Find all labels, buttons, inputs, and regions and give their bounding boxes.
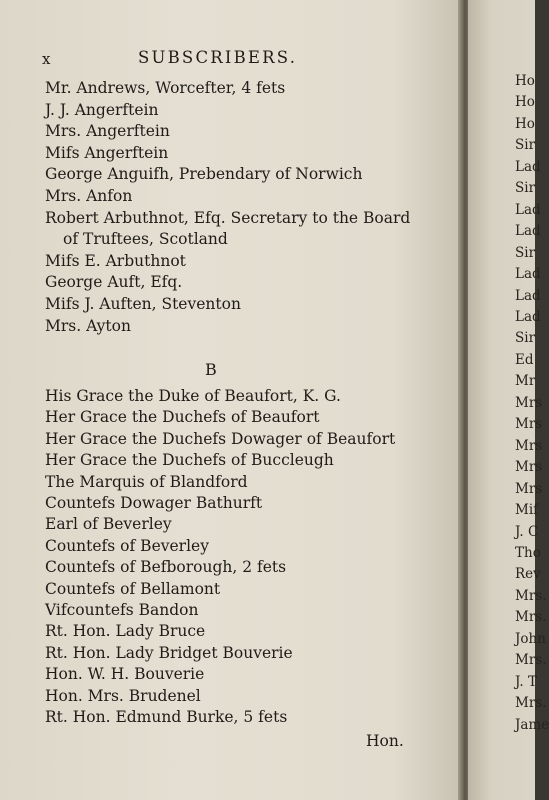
facing-page-fragment: Mrs: [515, 437, 543, 454]
subscriber-entry: The Marquis of Blandford: [45, 472, 248, 491]
catchword: Hon.: [366, 732, 404, 750]
facing-page-fragments: [515, 71, 549, 736]
section-heading-b: B: [205, 360, 217, 379]
subscriber-entry: Her Grace the Duchefs Dowager of Beaufort: [45, 429, 396, 448]
subscriber-list-b: [45, 386, 457, 729]
subscriber-entry: Mrs. Angerftein: [45, 122, 170, 141]
subscriber-entry: Mrs. Anfon: [45, 186, 133, 205]
subscriber-entry: Robert Arbuthnot, Efq. Secretary to the Board: [45, 208, 411, 227]
facing-page-fragment: Mrs.: [515, 695, 547, 712]
facing-page-fragment: Mr: [515, 373, 536, 390]
facing-page-fragment: Mrs.: [515, 609, 547, 626]
facing-page-fragment: Mrs: [515, 480, 543, 497]
running-head: SUBSCRIBERS.: [138, 48, 298, 67]
facing-page-fragment: Lad: [515, 266, 541, 283]
facing-page-fragment: Sir: [515, 137, 536, 154]
facing-page-fragment: Lad: [515, 158, 541, 175]
facing-page-fragment: Jame: [515, 716, 549, 733]
subscriber-entry: J. J. Angerftein: [45, 100, 159, 119]
subscriber-entry: Countefs Dowager Bathurft: [45, 494, 263, 513]
facing-page-fragment: Ed: [515, 351, 534, 368]
subscriber-entry: Mifs E. Arbuthnot: [45, 251, 186, 270]
book-page-right: [468, 0, 549, 800]
subscriber-entry: Mr. Andrews, Worcefter, 4 fets: [45, 79, 286, 97]
subscriber-entry: George Anguifh, Prebendary of Norwich: [45, 165, 363, 184]
facing-page-fragment: Mrs: [515, 394, 543, 411]
subscriber-entry: Vifcountefs Bandon: [45, 601, 199, 620]
subscriber-entry: Her Grace the Duchefs of Buccleugh: [45, 451, 334, 470]
facing-page-fragment: Sir: [515, 180, 536, 197]
subscriber-entry: Rt. Hon. Lady Bridget Bouverie: [45, 643, 293, 662]
subscriber-entry: Mrs. Ayton: [45, 316, 131, 335]
subscriber-entry: Mifs Angerftein: [45, 143, 169, 162]
subscriber-entry: Hon. W. H. Bouverie: [45, 665, 205, 684]
subscriber-entry: Rt. Hon. Lady Bruce: [45, 622, 206, 641]
facing-page-fragment: Mrs.: [515, 587, 547, 604]
subscriber-list-a: [45, 78, 457, 337]
subscriber-entry: Countefs of Befborough, 2 fets: [45, 558, 287, 577]
facing-page-fragment: Lad: [515, 223, 541, 240]
facing-page-fragment: Ho: [515, 73, 535, 89]
facing-page-fragment: Rev: [515, 566, 541, 583]
subscriber-entry: Earl of Beverley: [45, 515, 172, 534]
facing-page-fragment: Sir: [515, 244, 536, 261]
subscriber-entry: Mifs J. Auften, Steventon: [45, 294, 241, 313]
subscriber-entry: George Auft, Efq.: [45, 273, 183, 292]
subscriber-entry: Rt. Hon. Edmund Burke, 5 fets: [45, 708, 288, 727]
facing-page-fragment: Lad: [515, 287, 541, 304]
facing-page-fragment: J. T: [515, 673, 537, 690]
facing-page-fragment: Ho: [515, 115, 535, 132]
facing-page-fragment: John: [515, 630, 546, 647]
subscriber-entry: Countefs of Bellamont: [45, 579, 221, 598]
facing-page-fragment: Lad: [515, 308, 541, 325]
facing-page-fragment: Mrs.: [515, 652, 547, 669]
facing-page-fragment: Mif: [515, 502, 539, 519]
page-number: x: [42, 50, 51, 68]
facing-page-fragment: J. C: [515, 523, 539, 540]
facing-page-fragment: Sir: [515, 330, 536, 347]
subscriber-entry: Countefs of Beverley: [45, 536, 209, 555]
subscriber-entry: His Grace the Duke of Beaufort, K. G.: [45, 387, 341, 405]
facing-page-fragment: Mrs: [515, 459, 543, 476]
facing-page-fragment: Tho: [515, 544, 541, 561]
facing-page-fragment: Mrs: [515, 416, 543, 433]
subscriber-entry: Hon. Mrs. Brudenel: [45, 686, 201, 705]
subscriber-entry-continuation: of Truftees, Scotland: [63, 230, 228, 249]
facing-page-fragment: Ho: [515, 94, 535, 111]
subscriber-entry: Her Grace the Duchefs of Beaufort: [45, 408, 320, 427]
facing-page-fragment: Lad: [515, 201, 541, 218]
